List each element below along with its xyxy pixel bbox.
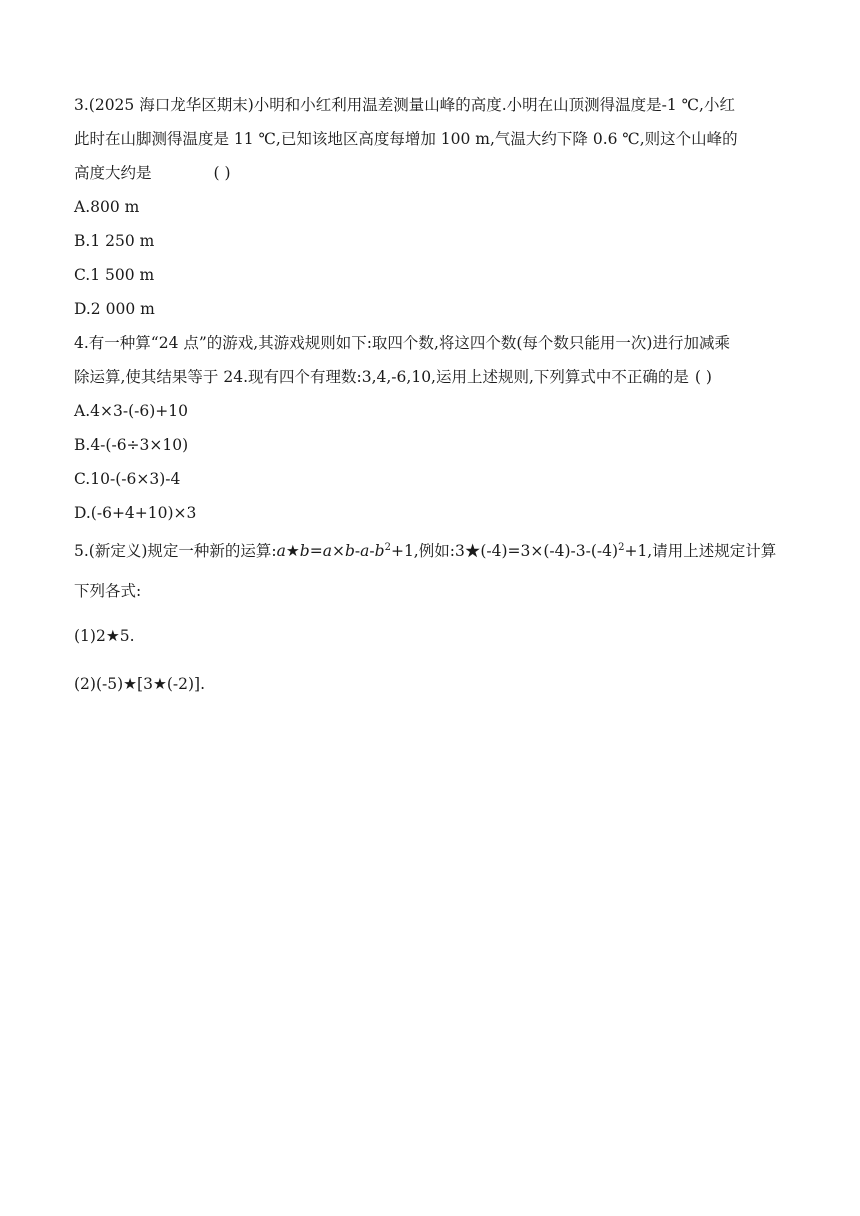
question-3-line-1: 3.(2025 海口龙华区期末)小明和小红利用温差测量山峰的高度.小明在山顶测得温度是-1 ℃,小红 xyxy=(74,96,735,114)
option-c: C.1 500 m xyxy=(74,266,155,284)
question-5-prefix: 5.(新定义)规定一种新的运算: xyxy=(74,542,277,560)
option-a: A.4×3-(-6)+10 xyxy=(74,402,188,420)
question-3-stem-end: 高度大约是 xyxy=(74,164,152,182)
times-sign: × xyxy=(331,542,345,560)
var-a: a xyxy=(360,542,370,560)
question-5 xyxy=(74,534,790,708)
question-4-line-1: 4.有一种算“24 点”的游戏,其游戏规则如下:取四个数,将这四个数(每个数只能用一次)进行加减乘 xyxy=(74,334,730,352)
question-3 xyxy=(74,88,790,326)
question-4-line-2 xyxy=(74,360,790,394)
var-b: b xyxy=(374,542,385,560)
option-b: B.4-(-6÷3×10) xyxy=(74,436,189,454)
question-5-line-2: 下列各式: xyxy=(74,582,142,600)
var-a: a xyxy=(322,542,332,560)
sub-question-1: (1)2★5. xyxy=(74,627,135,645)
option-c: C.10-(-6×3)-4 xyxy=(74,470,181,488)
exponent: 2 xyxy=(618,541,625,553)
sub-question-2: (2)(-5)★[3★(-2)]. xyxy=(74,675,206,693)
worksheet-page xyxy=(74,88,790,708)
equals-sign: = xyxy=(309,542,323,560)
answer-bracket: ( ) xyxy=(213,164,231,182)
question-3-line-2: 此时在山脚测得温度是 11 ℃,已知该地区高度每增加 100 m,气温大约下降 0.6 ℃,则这个山峰的 xyxy=(74,130,738,148)
question-4-stem-end: 除运算,使其结果等于 24.现有四个有理数:3,4,-6,10,运用上述规则,下列算式中不正确的是 xyxy=(74,368,689,386)
var-b: b xyxy=(299,542,310,560)
var-b: b xyxy=(344,542,355,560)
definition-example: +1,例如:3★(-4)=3×(-4)-3-(-4) xyxy=(390,542,619,560)
option-b: B.1 250 m xyxy=(74,232,155,250)
question-3-line-3 xyxy=(74,156,790,190)
minus-sign: - xyxy=(354,542,361,560)
option-d: D.2 000 m xyxy=(74,300,155,318)
question-5-suffix: +1,请用上述规定计算 xyxy=(624,542,777,560)
question-5-line-1 xyxy=(74,534,790,568)
answer-bracket: ( ) xyxy=(694,368,712,386)
var-a: a xyxy=(276,542,286,560)
minus-sign: - xyxy=(369,542,375,560)
option-d: D.(-6+4+10)×3 xyxy=(74,504,197,522)
option-a: A.800 m xyxy=(74,198,140,216)
star-operator: ★ xyxy=(285,542,300,560)
exponent: 2 xyxy=(384,541,391,553)
question-4 xyxy=(74,326,790,530)
